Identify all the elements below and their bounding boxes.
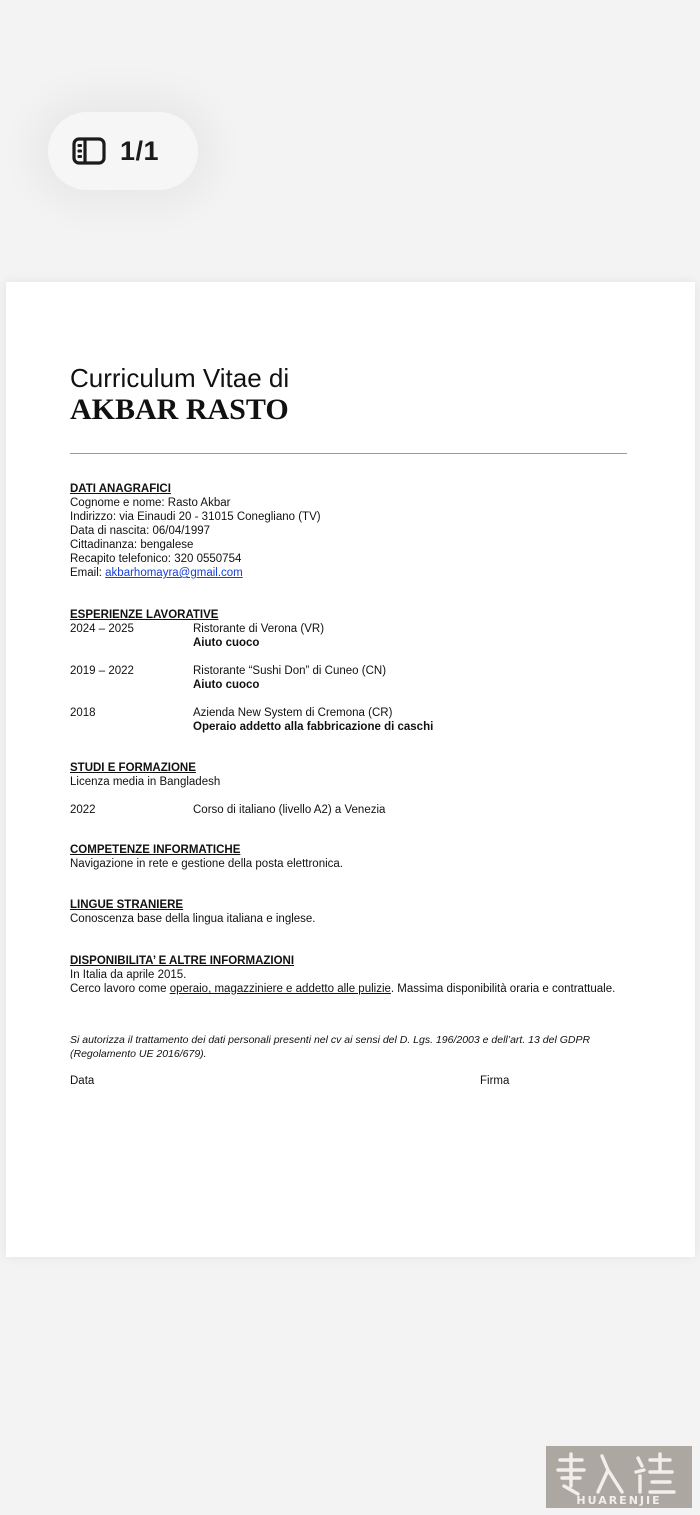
- experience-years: 2024 – 2025: [70, 623, 134, 635]
- date-label: Data: [70, 1075, 95, 1087]
- availability-jobs: operaio, magazziniere e addetto alle pulizie: [169, 983, 391, 995]
- experience-place: Ristorante di Verona (VR): [193, 623, 325, 635]
- cv-heading: Curriculum Vitae di: [70, 363, 290, 393]
- experience-years: 2019 – 2022: [70, 665, 134, 677]
- availability-prefix: Cerco lavoro come: [70, 983, 170, 995]
- document-page[interactable]: [6, 282, 695, 1257]
- divider: [70, 453, 627, 454]
- experience-place: Ristorante “Sushi Don” di Cuneo (CN): [193, 665, 387, 677]
- course-description: Corso di italiano (livello A2) a Venezia: [193, 804, 386, 816]
- personal-line: Recapito telefonico: 320 0550754: [70, 553, 242, 565]
- section-title-availability: DISPONIBILITA’ E ALTRE INFORMAZIONI: [70, 955, 295, 967]
- email-link[interactable]: akbarhomayra@gmail.com: [105, 567, 243, 579]
- personal-line: Cognome e nome: Rasto Akbar: [70, 497, 231, 509]
- cv-name: AKBAR RASTO: [70, 393, 289, 426]
- section-title-it-skills: COMPETENZE INFORMATICHE: [70, 844, 241, 856]
- panel-icon: [72, 137, 106, 165]
- section-title-education: STUDI E FORMAZIONE: [70, 762, 196, 774]
- privacy-consent: Si autorizza il trattamento dei dati personali presenti nel cv ai sensi del D. Lgs. 196/2003 e dell’art. 13 del GDPR (Regolamento UE 2016/679).: [70, 1034, 591, 1060]
- personal-line: Data di nascita: 06/04/1997: [70, 525, 211, 537]
- section-title-personal: DATI ANAGRAFICI: [70, 483, 171, 495]
- experience-role: Aiuto cuoco: [193, 637, 260, 649]
- languages-line: Conoscenza base della lingua italiana e inglese.: [70, 913, 316, 925]
- personal-line: Indirizzo: via Einaudi 20 - 31015 Conegliano (TV): [70, 511, 321, 523]
- personal-line: Cittadinanza: bengalese: [70, 539, 194, 551]
- availability-jobs-line: [70, 982, 615, 996]
- experience-place: Azienda New System di Cremona (CR): [193, 707, 393, 719]
- experience-role: Aiuto cuoco: [193, 679, 260, 691]
- email-line: [70, 566, 243, 580]
- page-count-label: 1/1: [120, 135, 160, 166]
- availability-line: In Italia da aprile 2015.: [70, 969, 187, 981]
- section-title-languages: LINGUE STRANIERE: [70, 899, 184, 911]
- education-line: Licenza media in Bangladesh: [70, 776, 221, 788]
- svg-text:HUARENJIE: HUARENJIE: [576, 1494, 662, 1507]
- huarenjie-logo-icon: [546, 1446, 692, 1508]
- email-label: Email:: [70, 567, 106, 579]
- it-skills-line: Navigazione in rete e gestione della posta elettronica.: [70, 858, 343, 870]
- availability-suffix: . Massima disponibilità oraria e contrattuale.: [390, 983, 616, 995]
- experience-role: Operaio addetto alla fabbricazione di caschi: [193, 721, 434, 733]
- page-counter[interactable]: [48, 112, 198, 190]
- section-title-experience: ESPERIENZE LAVORATIVE: [70, 609, 219, 621]
- signature-label: Firma: [480, 1075, 510, 1087]
- experience-years: 2018: [70, 707, 96, 719]
- course-year: 2022: [70, 804, 96, 816]
